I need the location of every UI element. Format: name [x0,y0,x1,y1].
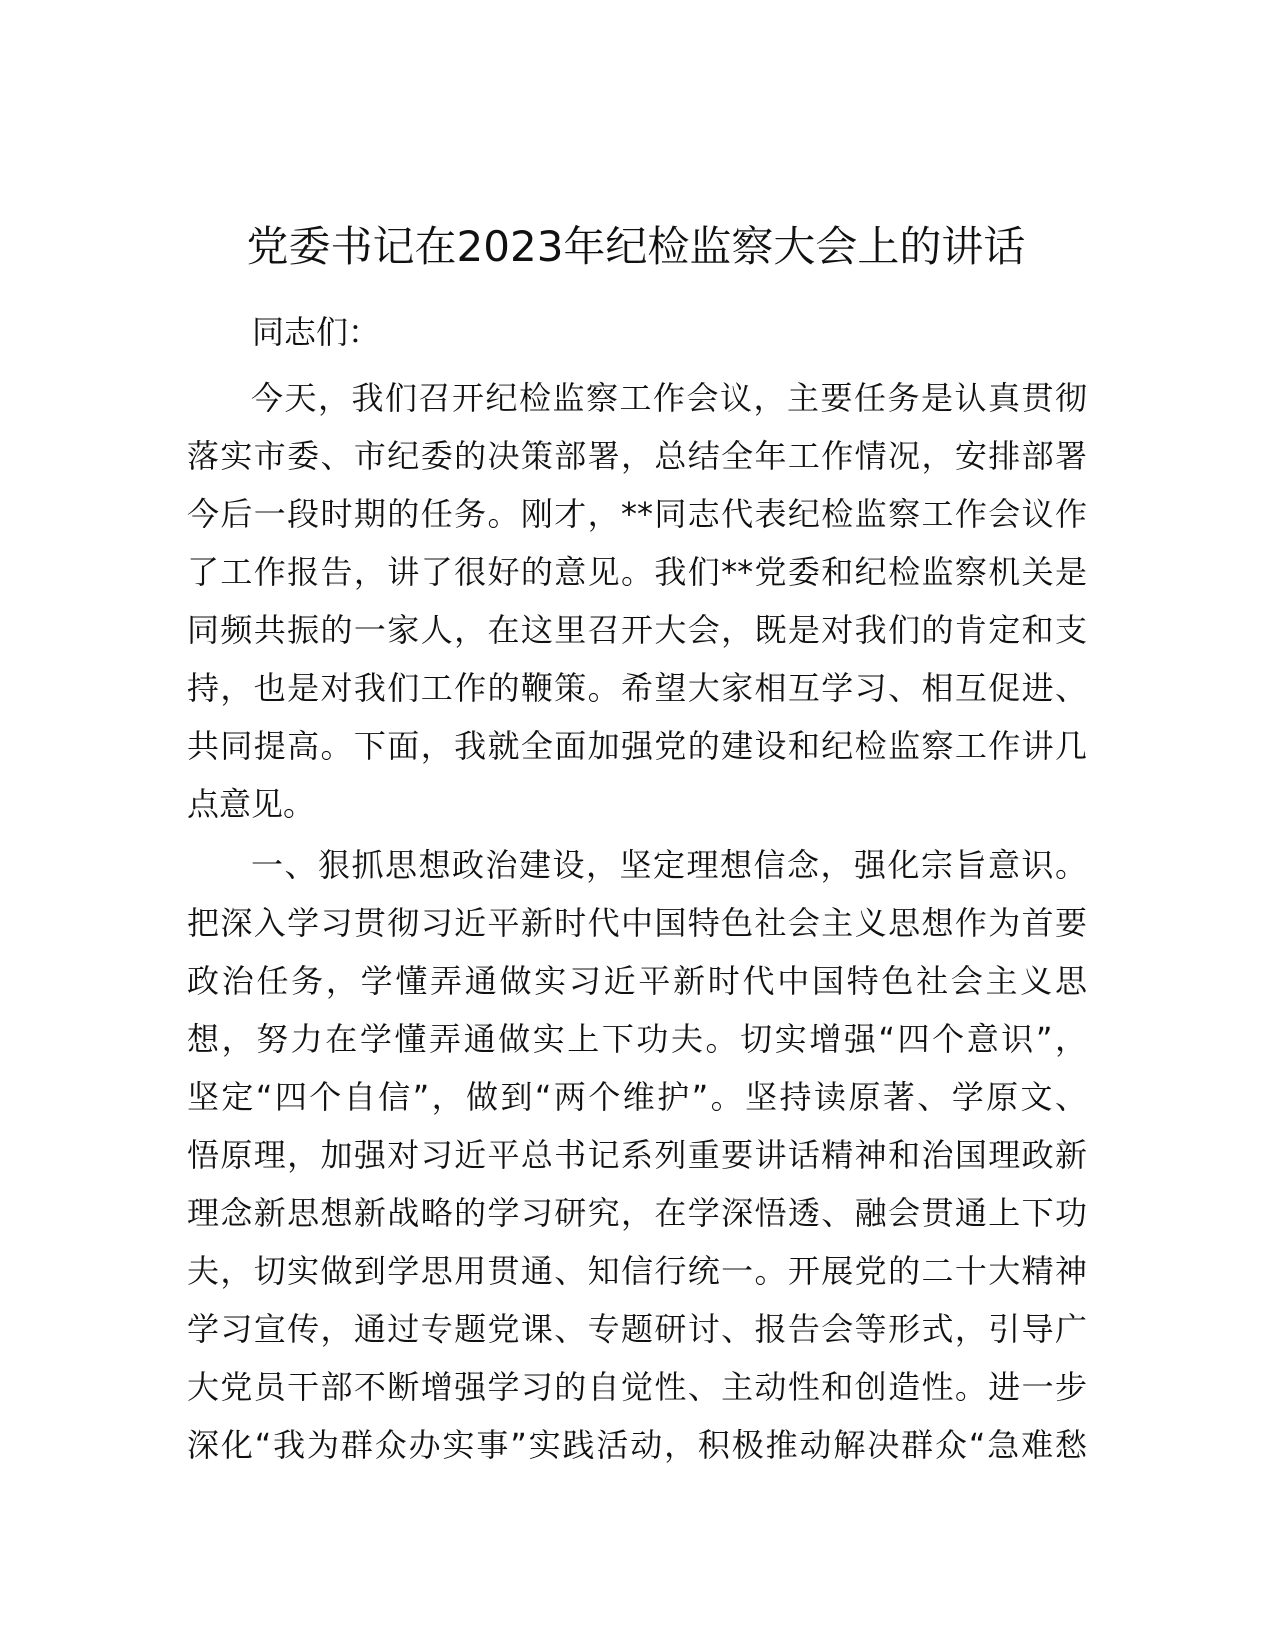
section-heading-line: 一、狠抓思想政治建设，坚定理想信念，强化宗旨意识。 [251,846,1087,884]
text-line: 想，努力在学懂弄通做实上下功夫。切实增强“四个意识”， [187,1020,1087,1058]
text-line: 坚定“四个自信”，做到“两个维护”。坚持读原著、学原文、 [187,1078,1087,1116]
text-line: 深化“我为群众办实事”实践活动，积极推动解决群众“急难愁 [187,1426,1087,1464]
text-line: 理念新思想新战略的学习研究，在学深悟透、融会贯通上下功 [187,1194,1087,1232]
text-line: 了工作报告，讲了很好的意见。我们**党委和纪检监察机关是 [187,553,1087,591]
document-title: 党委书记在2023年纪检监察大会上的讲话 [246,222,1026,271]
text-line: 大党员干部不断增强学习的自觉性、主动性和创造性。进一步 [187,1368,1087,1406]
text-line: 今天，我们召开纪检监察工作会议，主要任务是认真贯彻 [251,379,1087,417]
text-line: 同频共振的一家人，在这里召开大会，既是对我们的肯定和支 [187,611,1087,649]
text-line: 共同提高。下面，我就全面加强党的建设和纪检监察工作讲几 [187,727,1087,765]
text-line: 夫，切实做到学思用贯通、知信行统一。开展党的二十大精神 [187,1252,1087,1290]
text-line: 持，也是对我们工作的鞭策。希望大家相互学习、相互促进、 [187,669,1087,707]
text-line: 悟原理，加强对习近平总书记系列重要讲话精神和治国理政新 [187,1136,1087,1174]
text-line: 政治任务，学懂弄通做实习近平新时代中国特色社会主义思 [187,962,1087,1000]
salutation: 同志们： [252,313,381,351]
text-line: 落实市委、市纪委的决策部署，总结全年工作情况，安排部署 [187,437,1087,475]
paragraph-section-one [187,836,1087,1474]
text-line: 今后一段时期的任务。刚才，**同志代表纪检监察工作会议作 [187,495,1087,533]
paragraph-opening [187,369,1087,833]
text-line: 把深入学习贯彻习近平新时代中国特色社会主义思想作为首要 [187,904,1087,942]
text-line: 点意见。 [187,785,316,823]
text-line: 学习宣传，通过专题党课、专题研讨、报告会等形式，引导广 [187,1310,1087,1348]
